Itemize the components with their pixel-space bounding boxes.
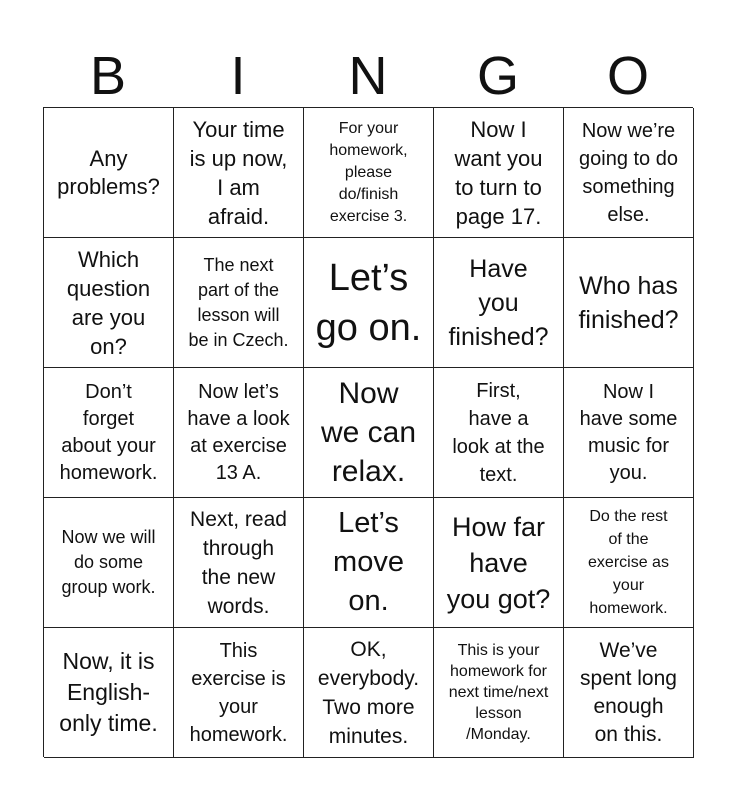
cell-text: Next, read through the new words. <box>190 507 287 618</box>
bingo-cell[interactable] <box>174 368 304 498</box>
cell-text: Let’s go on. <box>315 256 422 349</box>
cell-text: We’ve spent long enough on this. <box>580 638 677 746</box>
bingo-cell[interactable] <box>564 498 694 628</box>
header-letter-n: N <box>348 46 388 106</box>
bingo-cell[interactable] <box>564 368 694 498</box>
bingo-cell[interactable] <box>434 238 564 368</box>
bingo-cell[interactable] <box>44 498 174 628</box>
cell-text: Your time is up now, I am afraid. <box>189 116 288 229</box>
bingo-cell[interactable] <box>174 238 304 368</box>
cell-text: How far have you got? <box>446 511 551 614</box>
bingo-cell[interactable] <box>564 628 694 758</box>
cell-text: Now we can relax. <box>320 377 417 488</box>
cell-text: Now I want you to turn to page 17. <box>454 116 543 229</box>
cell-text: Which question are you on? <box>66 246 151 359</box>
bingo-cell[interactable] <box>174 108 304 238</box>
cell-text: Now, it is English- only time. <box>59 648 158 736</box>
header-letter-g: G <box>476 46 519 106</box>
bingo-cell[interactable] <box>304 238 434 368</box>
bingo-cell[interactable] <box>304 368 434 498</box>
cell-text: Now we’re going to do something else. <box>579 119 678 226</box>
cell-text: Who has finished? <box>578 271 679 334</box>
bingo-cell[interactable] <box>304 108 434 238</box>
bingo-cell[interactable] <box>44 628 174 758</box>
bingo-cell[interactable] <box>44 108 174 238</box>
cell-text: This is your homework for next time/next lesson /Monday. <box>448 642 549 743</box>
cell-text: Don’t forget about your homework. <box>59 380 158 484</box>
bingo-cell[interactable] <box>434 498 564 628</box>
cell-text: Let’s move on. <box>333 507 404 617</box>
bingo-cell[interactable] <box>44 238 174 368</box>
bingo-cell[interactable] <box>174 498 304 628</box>
cell-text: First, have a look at the text. <box>452 379 545 486</box>
bingo-cell[interactable] <box>434 108 564 238</box>
cell-text: OK, everybody. Two more minutes. <box>317 637 420 748</box>
bingo-cell[interactable] <box>564 238 694 368</box>
bingo-cell[interactable] <box>564 108 694 238</box>
cell-text: Do the rest of the exercise as your homework. <box>588 508 669 617</box>
header-letter-o: O <box>606 46 649 106</box>
bingo-cell[interactable] <box>304 498 434 628</box>
bingo-cell[interactable] <box>434 368 564 498</box>
cell-text: Any problems? <box>57 145 160 199</box>
cell-text: Now we will do some group work. <box>61 527 156 597</box>
bingo-grid <box>43 107 693 757</box>
bingo-cell[interactable] <box>304 628 434 758</box>
cell-text: Have you finished? <box>448 254 549 351</box>
bingo-cell[interactable] <box>174 628 304 758</box>
header-letter-i: I <box>230 46 246 106</box>
bingo-header <box>43 44 693 108</box>
cell-text: Now I have some music for you. <box>579 380 678 484</box>
cell-text: This exercise is your homework. <box>189 639 288 746</box>
bingo-cell[interactable] <box>434 628 564 758</box>
cell-text: Now let’s have a look at exercise 13 A. <box>187 380 290 484</box>
cell-text: The next part of the lesson will be in Czech. <box>188 254 289 350</box>
cell-text: For your homework, please do/finish exercise 3. <box>329 119 408 225</box>
header-letter-b: B <box>89 46 127 106</box>
bingo-cell[interactable] <box>44 368 174 498</box>
